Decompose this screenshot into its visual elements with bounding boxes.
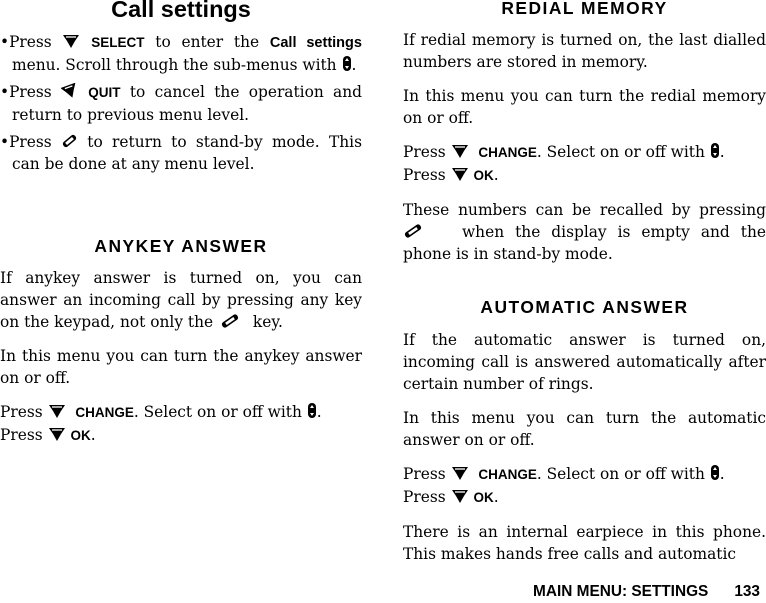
automatic-paragraph: In this menu you can turn the automatic answer on or off. xyxy=(403,409,766,449)
footer-section-title: MAIN MENU: SETTINGS xyxy=(533,583,709,600)
paragraph-text: These numbers can be recalled by pressing xyxy=(403,201,766,219)
paragraph-text: . Select on or off with xyxy=(536,143,705,161)
paragraph-text: key. xyxy=(252,313,283,331)
redial-instructions xyxy=(403,141,766,187)
bullet-text: . xyxy=(351,56,357,74)
bullet-list xyxy=(0,31,362,175)
scroll-key-icon xyxy=(710,142,720,159)
softkey-left-icon xyxy=(62,33,80,49)
automatic-paragraph: If the automatic answer is turned on, incoming call is answered automatically after certain number of rings. xyxy=(403,331,766,393)
softkey-left-icon xyxy=(451,166,469,182)
page-number: 133 xyxy=(734,583,760,600)
paragraph-text: Press xyxy=(0,426,43,444)
anykey-heading: ANYKEY ANSWER xyxy=(94,236,268,256)
anykey-instructions xyxy=(0,401,362,447)
paragraph-text: If anykey answer is turned on, you can answer an incoming call by pressing any key on the keypad, not only the xyxy=(0,269,362,331)
bullet-text: to return to stand-by mode. This can be done at any menu level. xyxy=(12,133,362,173)
scroll-key-icon xyxy=(342,55,352,72)
redial-paragraph: If redial memory is turned on, the last dialled numbers are stored in memory. xyxy=(403,31,766,71)
automatic-section xyxy=(403,329,766,565)
key-label: OK xyxy=(473,168,494,183)
key-label: CHANGE xyxy=(478,467,537,482)
paragraph-text: Press xyxy=(403,166,446,184)
paragraph-text: . Select on or off with xyxy=(536,465,705,483)
softkey-right-icon xyxy=(61,83,79,99)
bullet-text: Press xyxy=(9,83,52,101)
bullet-text: Press xyxy=(9,133,52,151)
scroll-key-icon xyxy=(307,402,317,419)
key-label: OK xyxy=(70,428,91,443)
paragraph-text: Press xyxy=(403,143,446,161)
menu-name: Call settings xyxy=(269,35,362,51)
end-call-icon xyxy=(61,133,78,149)
page-footer xyxy=(533,583,760,601)
paragraph-text: Press xyxy=(403,488,446,506)
softkey-left-icon xyxy=(451,465,469,481)
softkey-left-icon xyxy=(48,426,66,442)
key-label: SELECT xyxy=(91,35,145,50)
key-label: OK xyxy=(473,490,494,505)
redial-recall-paragraph xyxy=(403,199,766,265)
automatic-heading: AUTOMATIC ANSWER xyxy=(480,297,689,317)
scroll-key-icon xyxy=(710,464,720,481)
automatic-earpiece-paragraph: There is an internal earpiece in this phone. This makes hands free calls and automatic xyxy=(403,523,766,563)
bullet-text: to cancel the operation and return to previous menu level. xyxy=(12,83,362,124)
bullet-text: menu. Scroll through the sub-menus with xyxy=(12,56,337,74)
automatic-instructions xyxy=(403,463,766,509)
paragraph-text: when the display is empty and the phone is in stand-by mode. xyxy=(403,223,766,263)
call-key-icon xyxy=(403,223,423,239)
key-label: QUIT xyxy=(88,85,121,100)
paragraph-text: Press xyxy=(403,465,446,483)
bullet-standby: •Press to return to stand-by mode. This can be done at any menu level. xyxy=(0,133,362,173)
redial-paragraph: In this menu you can turn the redial memory on or off. xyxy=(403,87,766,127)
bullet-select: •Press SELECT to enter the Call settings menu. Scroll through the sub-menus with . xyxy=(0,33,362,74)
call-key-icon xyxy=(220,313,240,329)
anykey-paragraph xyxy=(0,267,362,333)
softkey-left-icon xyxy=(451,488,469,504)
paragraph-text: . xyxy=(493,488,499,506)
paragraph-text: . xyxy=(316,403,322,421)
bullet-quit: •Press QUIT to cancel the operation and return to previous menu level. xyxy=(0,83,362,124)
bullet-text: Press xyxy=(9,33,52,51)
paragraph-text: . xyxy=(719,143,725,161)
softkey-left-icon xyxy=(48,403,66,419)
softkey-left-icon xyxy=(451,143,469,159)
anykey-section xyxy=(0,267,362,447)
redial-section xyxy=(403,29,766,265)
key-label: CHANGE xyxy=(478,145,537,160)
paragraph-text: . Select on or off with xyxy=(133,403,302,421)
page-title: Call settings xyxy=(111,0,251,22)
paragraph-text: . xyxy=(719,465,725,483)
anykey-paragraph: In this menu you can turn the anykey answer on or off. xyxy=(0,347,362,387)
redial-heading: REDIAL MEMORY xyxy=(501,0,668,18)
paragraph-text: Press xyxy=(0,403,43,421)
bullet-text: to enter the xyxy=(155,33,260,51)
key-label: CHANGE xyxy=(75,405,134,420)
paragraph-text: . xyxy=(90,426,96,444)
paragraph-text: . xyxy=(493,166,499,184)
